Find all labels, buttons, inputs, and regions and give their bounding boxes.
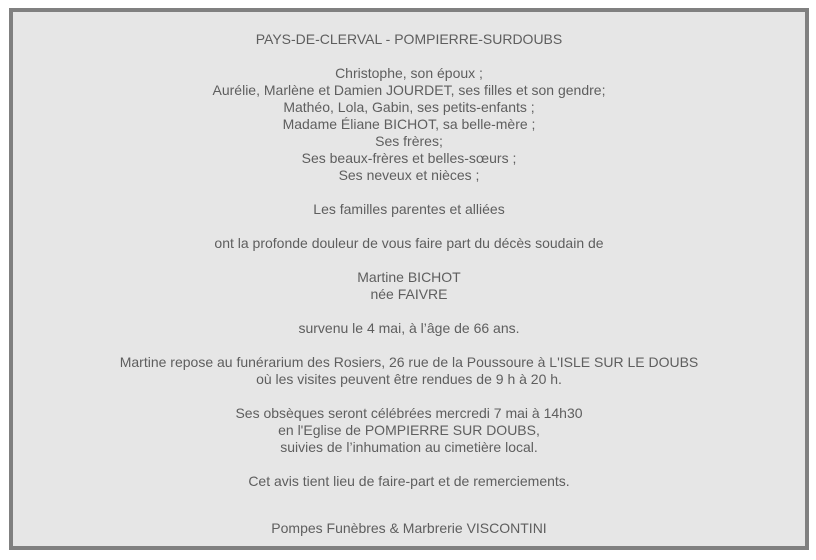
funeral-home-line: Pompes Funèbres & Marbrerie VISCONTINI [271, 520, 547, 536]
funeral-line: Ses obsèques seront célébrées mercredi 7 mai à 14h30 [235, 405, 583, 421]
announcement [13, 235, 805, 252]
funeral-info [13, 405, 805, 456]
death-info [13, 320, 805, 337]
announcement-line: ont la profonde douleur de vous faire part du décès soudain de [214, 235, 604, 251]
rest-line: où les visites peuvent être rendues de 9 h à 20 h. [256, 371, 562, 387]
funeral-home [13, 520, 805, 537]
obituary-notice [9, 8, 809, 550]
rest-info [13, 354, 805, 388]
deceased-name-block [13, 269, 805, 303]
closing-line: Cet avis tient lieu de faire-part et de remerciements. [248, 473, 570, 489]
funeral-line: en l'Eglise de POMPIERRE SUR DOUBS, [278, 422, 540, 438]
family-line: Mathéo, Lola, Gabin, ses petits-enfants ; [283, 99, 535, 115]
death-info-line: survenu le 4 mai, à l’âge de 66 ans. [298, 320, 520, 336]
allied-families [13, 201, 805, 218]
closing-note [13, 473, 805, 490]
rest-line: Martine repose au funérarium des Rosiers, 26 rue de la Poussoure à L'ISLE SUR LE DOUBS [119, 354, 699, 370]
family-line: Madame Éliane BICHOT, sa belle-mère ; [282, 116, 536, 132]
deceased-maiden-name: née FAIVRE [370, 286, 448, 302]
family-line: Christophe, son époux ; [335, 65, 483, 81]
deceased-name: Martine BICHOT [357, 269, 461, 285]
location-line: PAYS-DE-CLERVAL - POMPIERRE-SURDOUBS [255, 31, 563, 47]
family-line: Ses beaux-frères et belles-sœurs ; [301, 150, 517, 166]
family-line: Aurélie, Marlène et Damien JOURDET, ses filles et son gendre; [212, 82, 606, 98]
family-line: Ses frères; [375, 133, 443, 149]
header-location [13, 31, 805, 48]
funeral-line: suivies de l’inhumation au cimetière local. [280, 439, 538, 455]
family-list [13, 65, 805, 184]
family-line: Ses neveux et nièces ; [338, 167, 480, 183]
allied-families-line: Les familles parentes et alliées [313, 201, 505, 217]
